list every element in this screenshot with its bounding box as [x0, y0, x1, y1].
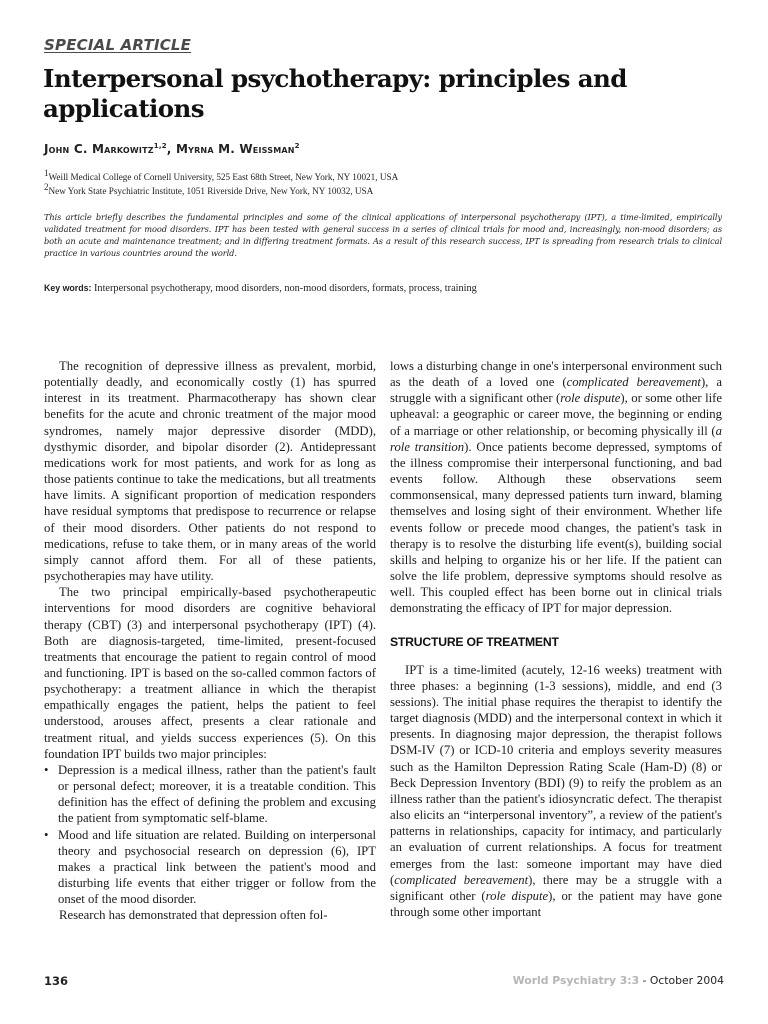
- text-run: ), or the patient may have gone through some other important: [390, 888, 722, 919]
- list-item: [44, 827, 376, 908]
- emphasis: role dispute: [485, 888, 549, 903]
- body-paragraph: Research has demonstrated that depression often fol-: [59, 908, 328, 923]
- issue-date: October 2004: [649, 974, 724, 987]
- body-paragraph: [390, 662, 722, 921]
- affiliation-text: Weill Medical College of Cornell University, 525 East 68th Street, New York, NY 10021, USA: [48, 172, 399, 183]
- author-name: John C. Markowitz: [44, 142, 154, 156]
- body-paragraph: [390, 358, 722, 617]
- section-label: SPECIAL ARTICLE: [44, 36, 192, 54]
- article-title: Interpersonal psychotherapy: principles and applications: [43, 64, 627, 123]
- author-separator: ,: [166, 142, 176, 156]
- section-heading: STRUCTURE OF TREATMENT: [390, 634, 559, 649]
- affiliation: [44, 182, 373, 196]
- affiliation: [44, 168, 398, 182]
- author-name: Myrna M. Weissman: [175, 142, 295, 156]
- list-item-text: Depression is a medical illness, rather than the patient's fault or personal defect; moreover, it is a treatable condition. This definition has the effect of defining the problem and excusing the patient from symptomatic self-blame.: [58, 762, 376, 826]
- text-run: ). Once patients become depressed, symptoms of the illness compromise their interpersonal functioning, and bad events follow. Although these observations seem commonsensical, many depressed patients turn inward, blaming themselves and losing sight of their environment. Whether life events follow or precede mood changes, the patient's task in therapy is to resolve the disturbing life event(s), building social skills and helping to organize his or her life. If the patient can solve the life problem, depressive symptoms should resolve as well. This coupled effect has been borne out in clinical trials demonstrating the efficacy of IPT for major depression.: [390, 439, 722, 616]
- abstract: This article briefly describes the fundamental principles and some of the clinical applications of interpersonal psychotherapy (IPT), a time-limited, empirically validated treatment for mood disorders. IPT has been tested with general success in a series of clinical trials for mood and, increasingly, non-mood disorders; as both an acute and maintenance treatment; and in differing treatment formats. As a result of this research success, IPT is spreading from research trials to clinical practice in various countries around the world.: [44, 212, 722, 259]
- page-number: 136: [44, 974, 69, 988]
- affiliation-marker: 2: [44, 182, 49, 192]
- keywords: [44, 283, 734, 294]
- affiliation-text: New York State Psychiatric Institute, 1051 Riverside Drive, New York, NY 10032, USA: [48, 186, 374, 197]
- author-affiliation-marker: 2: [294, 142, 300, 150]
- body-column-right: [390, 358, 722, 920]
- emphasis: a role transition: [390, 423, 722, 454]
- list-item-text: Mood and life situation are related. Building on interpersonal theory and psychosocial research on depression (6), IPT makes a practical link between the patient's mood and disturbing life events that either trigger or follow from the onset of the mood disorder.: [58, 827, 376, 907]
- footer-separator: -: [639, 974, 650, 987]
- emphasis: complicated bereavement: [394, 872, 529, 887]
- text-run: ), or some other life upheaval: a geographic or career move, the beginning or ending of a marriage or other relationship, or becoming physically ill (: [390, 391, 722, 438]
- body-paragraph: The two principal empirically-based psychotherapeutic interventions for mood disorders are cognitive behavioral therapy (CBT) (3) and interpersonal psychotherapy (IPT) (4). Both are diagnosis-targeted, time-limited, present-focused treatments that encourage the patient to regain control of mood and functioning. IPT is based on the so-called common factors of psychotherapy: a treatment alliance in which the therapist empathically engages the patient, helps the patient to feel understood, arouses affect, presents a clear rationale and treatment ritual, and yields success experiences (5). On this foundation IPT builds two major principles:: [44, 585, 376, 761]
- text-run: ), there may be a struggle with a significant other (: [390, 872, 722, 903]
- emphasis: role dispute: [560, 391, 621, 406]
- body-paragraph: The recognition of depressive illness as prevalent, morbid, potentially deadly, and economically costly (1) has spurred interest in its treatment. Pharmacotherapy has shown clear benefits for the acute and chronic treatment of the major mood syndromes, namely major depressive disorder (MDD), dysthymic disorder, and bipolar disorder (2). Antidepressant medications work for most patients, and work for as long as those patients continue to take the medications, but all treatments have limits. A significant proportion of medication responders have residual symptoms that predispose to recurrence or relapse of their mood disorders. Other patients do not respond to medications, refuse to take them, or in many areas of the world simply cannot afford them. For all of these patients, psychotherapies may have utility.: [44, 359, 376, 584]
- affiliation-marker: 1: [44, 168, 49, 178]
- keywords-text: Interpersonal psychotherapy, mood disorders, non-mood disorders, formats, process, training: [91, 283, 477, 294]
- keywords-label: Key words:: [44, 283, 92, 293]
- principles-list: [44, 762, 376, 907]
- running-footer: [513, 974, 724, 987]
- emphasis: complicated bereavement: [566, 375, 701, 390]
- author-affiliation-marker: 1,2: [153, 142, 167, 150]
- journal-name: World Psychiatry 3:3: [512, 974, 640, 987]
- body-column-left: [44, 358, 376, 923]
- text-run: IPT is a time-limited (acutely, 12-16 weeks) treatment with three phases: a beginning (1-3 sessions), middle, and end (3 sessions). The initial phase requires the therapist to identify the target diagnosis (MDD) and the interpersonal context in which it presents. In diagnosing major depression, the therapist follows DSM-IV (7) or ICD-10 criteria and employs severity measures such as the Hamilton Depression Rating Scale (Ham-D) (8) or Beck Depression Inventory (BDI) (9) to reify the problem as an illness rather than the patient's idiosyncratic defect. The therapist also elicits an “interpersonal inventory”, a review of the patient's patterns in relationships, capacity for intimacy, and particularly an evaluation of current relationships. A focus for treatment emerges from the last: someone important may have died (: [390, 662, 722, 887]
- text-run: lows a disturbing change in one's interpersonal environment such as the death of a loved one (: [390, 359, 722, 390]
- list-item: [44, 762, 376, 827]
- author-line: [44, 142, 300, 156]
- bullet-marker: •: [44, 827, 49, 842]
- text-run: ), a struggle with a significant other (: [390, 375, 722, 406]
- bullet-marker: •: [44, 762, 49, 777]
